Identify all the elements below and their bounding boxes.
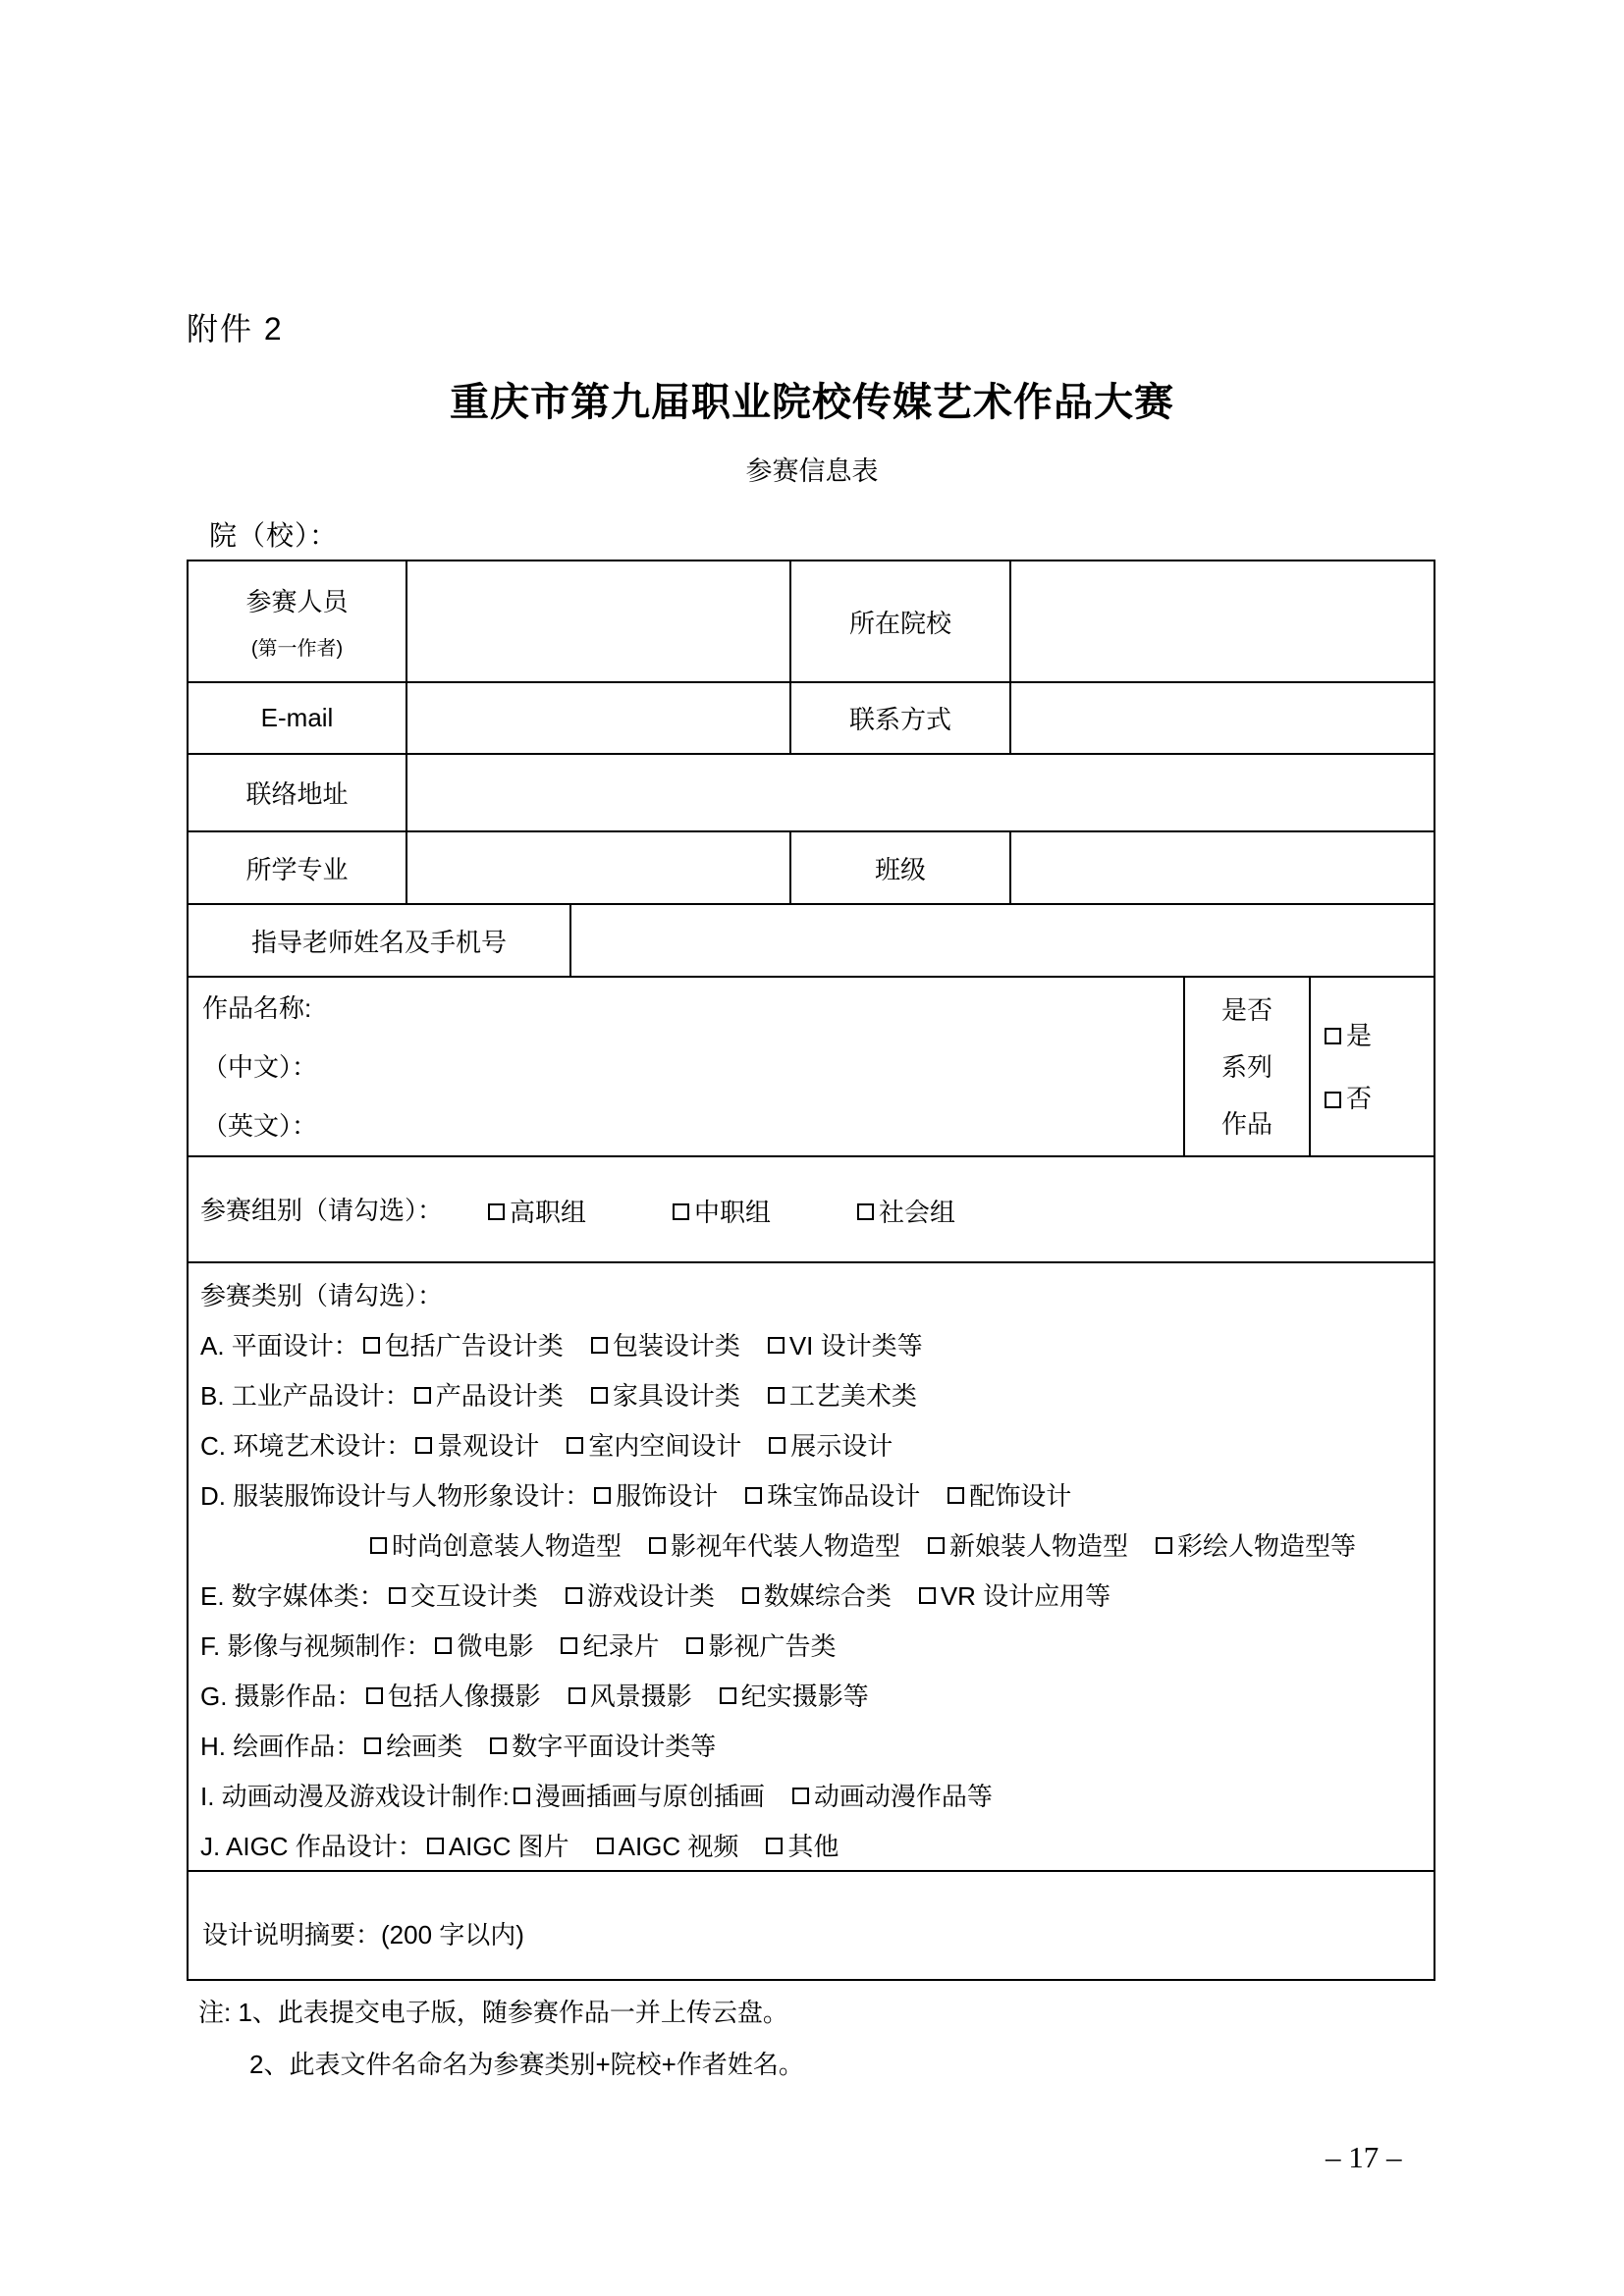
checkbox-icon[interactable] [769, 1437, 785, 1454]
checkbox-option[interactable] [597, 1827, 739, 1863]
checkbox-option-label: AIGC 视频 [618, 1832, 739, 1861]
checkbox-icon[interactable] [488, 1203, 505, 1220]
category-label: 参赛类别（请勾选）： [200, 1281, 444, 1310]
contact-input-cell[interactable] [1010, 682, 1435, 754]
checkbox-option-label: 社会组 [879, 1197, 956, 1227]
checkbox-option-label: 室内空间设计 [588, 1431, 742, 1461]
checkbox-icon[interactable] [742, 1587, 759, 1604]
category-name: H. 绘画作品： [200, 1732, 361, 1761]
checkbox-icon[interactable] [745, 1487, 762, 1504]
work-title-label: 作品名称: [202, 992, 312, 1023]
checkbox-icon[interactable] [414, 1387, 431, 1404]
table-row [188, 1871, 1435, 1980]
series-label-cell [1184, 977, 1310, 1156]
address-input-cell[interactable] [406, 754, 1435, 831]
checkbox-icon[interactable] [766, 1838, 783, 1854]
checkbox-option-label: 包括广告设计类 [384, 1331, 564, 1361]
checkbox-option[interactable] [561, 1627, 659, 1663]
school-label-cell: 所在院校 [790, 561, 1010, 682]
checkbox-option[interactable] [363, 1326, 564, 1362]
participant-label-cell [188, 561, 406, 682]
checkbox-icon[interactable] [427, 1838, 444, 1854]
category-line [200, 1820, 1428, 1870]
checkbox-option[interactable] [745, 1476, 920, 1513]
table-row [188, 977, 1435, 1156]
entry-info-table [187, 560, 1435, 1981]
checkbox-option[interactable] [742, 1576, 892, 1613]
checkbox-option-label: VR 设计应用等 [940, 1581, 1111, 1611]
checkbox-option[interactable] [435, 1627, 533, 1663]
checkbox-icon[interactable] [1325, 1092, 1341, 1108]
checkbox-option-label: 时尚创意装人物造型 [392, 1531, 623, 1561]
checkbox-option-label: 高职组 [510, 1197, 587, 1227]
checkbox-option[interactable] [566, 1576, 715, 1613]
category-name: A. 平面设计： [200, 1331, 359, 1361]
checkbox-option-label: 交互设计类 [409, 1581, 538, 1611]
group-label: 参赛组别（请勾选）： [200, 1195, 444, 1225]
checkbox-icon[interactable] [792, 1788, 809, 1804]
checkbox-icon[interactable] [673, 1203, 689, 1220]
group-options [443, 1196, 955, 1225]
work-title-en-label: （英文）： [202, 1110, 318, 1141]
checkbox-icon[interactable] [363, 1337, 380, 1354]
series-label-line: 是否 [1220, 994, 1272, 1025]
checkbox-option-label: AIGC 图片 [448, 1832, 569, 1861]
checkbox-icon[interactable] [514, 1788, 530, 1804]
page-number: – 17 – [1326, 2140, 1402, 2174]
checkbox-option-label: 影视广告类 [708, 1631, 837, 1661]
checkbox-option-label: 配饰设计 [969, 1481, 1072, 1511]
checkbox-option-label: 包括人像摄影 [387, 1682, 541, 1711]
participant-sublabel: (第一作者) [250, 638, 344, 660]
document-title: 重庆市第九届职业院校传媒艺术作品大赛 [450, 381, 1174, 424]
group-row-cell [188, 1156, 1435, 1262]
checkbox-icon[interactable] [1156, 1537, 1172, 1554]
checkbox-option-label: 微电影 [457, 1631, 534, 1661]
checkbox-icon[interactable] [919, 1587, 936, 1604]
work-title-cn-label: （中文）： [202, 1051, 318, 1082]
email-input-cell[interactable] [406, 682, 790, 754]
checkbox-icon[interactable] [366, 1687, 383, 1704]
contact-label-cell: 联系方式 [790, 682, 1010, 754]
checkbox-option[interactable] [370, 1526, 622, 1563]
table-row [188, 561, 1435, 682]
checkbox-option[interactable] [720, 1677, 869, 1713]
category-line [200, 1770, 1428, 1820]
class-label-cell: 班级 [790, 831, 1010, 904]
series-label-line: 作品 [1220, 1108, 1272, 1139]
series-option-line [1325, 1003, 1434, 1067]
note-line-2 [198, 2045, 804, 2084]
checkbox-option-label: 家具设计类 [612, 1381, 740, 1411]
checkbox-option[interactable] [1156, 1526, 1356, 1563]
checkbox-option[interactable] [928, 1526, 1128, 1563]
category-name: G. 摄影作品： [200, 1682, 362, 1711]
school-input-cell[interactable] [1010, 561, 1435, 682]
checkbox-icon[interactable] [947, 1487, 964, 1504]
email-label-cell: E-mail [188, 682, 406, 754]
category-name: C. 环境艺术设计： [200, 1431, 412, 1461]
checkbox-option[interactable] [768, 1376, 917, 1413]
checkbox-icon[interactable] [561, 1637, 577, 1654]
checkbox-option-label: 其他 [787, 1832, 839, 1861]
checkbox-option-label: 是 [1346, 1020, 1373, 1050]
checkbox-icon[interactable] [928, 1537, 945, 1554]
checkbox-option-label: 漫画插画与原创插画 [534, 1782, 765, 1811]
series-label-line: 系列 [1220, 1051, 1272, 1082]
checkbox-icon[interactable] [435, 1637, 452, 1654]
category-name: I. 动画动漫及游戏设计制作: [200, 1782, 510, 1811]
checkbox-option[interactable] [857, 1193, 955, 1229]
checkbox-icon[interactable] [566, 1587, 582, 1604]
checkbox-option-label: VI 设计类等 [788, 1331, 923, 1361]
checkbox-option[interactable] [594, 1476, 718, 1513]
checkbox-option[interactable] [792, 1777, 993, 1813]
class-input-cell[interactable] [1010, 831, 1435, 904]
table-row [188, 1262, 1435, 1871]
series-options [1311, 1003, 1434, 1130]
checkbox-icon[interactable] [1325, 1028, 1341, 1044]
category-label-line [200, 1269, 1428, 1319]
checkbox-option[interactable] [768, 1326, 923, 1362]
category-line [200, 1419, 1428, 1469]
checkbox-option-label: 新娘装人物造型 [949, 1531, 1129, 1561]
checkbox-option[interactable] [414, 1376, 564, 1413]
checkbox-option-label: 包装设计类 [612, 1331, 740, 1361]
checkbox-option-label: 数媒综合类 [763, 1581, 892, 1611]
checkbox-option-label: 彩绘人物造型等 [1177, 1531, 1357, 1561]
table-row [188, 682, 1435, 754]
checkbox-icon[interactable] [490, 1737, 507, 1754]
category-line [200, 1469, 1428, 1520]
checkbox-option-label: 纪录片 [582, 1631, 660, 1661]
checkbox-option-label: 风景摄影 [589, 1682, 692, 1711]
category-name: E. 数字媒体类： [200, 1581, 385, 1611]
checkbox-option[interactable] [415, 1426, 539, 1463]
checkbox-option[interactable] [769, 1426, 893, 1463]
attachment-label: 附件 2 [187, 311, 284, 347]
checkbox-option-label: 服饰设计 [616, 1481, 719, 1511]
category-line [200, 1319, 1428, 1369]
table-row [188, 831, 1435, 904]
category-name: F. 影像与视频制作： [200, 1631, 432, 1661]
checkbox-option-label: 绘画类 [386, 1732, 463, 1761]
category-line [200, 1369, 1428, 1419]
checkbox-option-label: 景观设计 [437, 1431, 540, 1461]
checkbox-option-label: 纪实摄影等 [740, 1682, 869, 1711]
checkbox-option[interactable] [673, 1193, 771, 1229]
note-line-1 [198, 1993, 804, 2032]
series-option-line [1325, 1067, 1434, 1131]
checkbox-icon[interactable] [591, 1337, 608, 1354]
checkbox-icon[interactable] [649, 1537, 666, 1554]
summary-label: 设计说明摘要：(200 字以内) [202, 1920, 524, 1949]
checkbox-option-label: 数字平面设计类等 [512, 1732, 717, 1761]
summary-cell[interactable] [188, 1871, 1435, 1980]
checkbox-icon[interactable] [567, 1437, 583, 1454]
checkbox-option-label: 产品设计类 [435, 1381, 564, 1411]
checkbox-icon[interactable] [594, 1487, 611, 1504]
checkbox-icon[interactable] [591, 1387, 608, 1404]
category-name: J. AIGC 作品设计： [200, 1832, 423, 1861]
document-subtitle: 参赛信息表 [745, 456, 879, 486]
checkbox-icon[interactable] [364, 1737, 381, 1754]
school-field-label: 院（校）： [209, 520, 339, 551]
checkbox-icon[interactable] [720, 1687, 736, 1704]
major-label-cell: 所学专业 [188, 831, 406, 904]
notes-block [198, 1993, 804, 2084]
note-text-2: 2、此表文件名命名为参赛类别+院校+作者姓名。 [249, 2050, 804, 2079]
checkbox-option[interactable] [568, 1677, 692, 1713]
checkbox-option[interactable] [686, 1627, 836, 1663]
checkbox-option[interactable] [567, 1426, 741, 1463]
checkbox-option[interactable] [1325, 1067, 1372, 1130]
note-prefix: 注: [198, 1998, 232, 2027]
checkbox-option[interactable] [649, 1526, 900, 1563]
checkbox-option-label: 珠宝饰品设计 [767, 1481, 921, 1511]
series-options-cell [1310, 977, 1435, 1156]
category-name: D. 服装服饰设计与人物形象设计： [200, 1481, 591, 1511]
checkbox-icon[interactable] [370, 1537, 387, 1554]
checkbox-icon[interactable] [568, 1687, 585, 1704]
checkbox-option-label: 中职组 [694, 1197, 772, 1227]
checkbox-option[interactable] [364, 1727, 462, 1763]
participant-input-cell[interactable] [406, 561, 790, 682]
checkbox-option[interactable] [366, 1677, 541, 1713]
checkbox-option[interactable] [514, 1777, 765, 1813]
work-title-cell[interactable] [188, 977, 1184, 1156]
checkbox-option[interactable] [389, 1576, 538, 1613]
category-line [200, 1520, 1428, 1570]
table-row [188, 904, 1435, 977]
checkbox-option-label: 影视年代装人物造型 [671, 1531, 901, 1561]
checkbox-icon[interactable] [389, 1587, 406, 1604]
checkbox-option-label: 否 [1346, 1084, 1373, 1113]
checkbox-option[interactable] [947, 1476, 1071, 1513]
checkbox-icon[interactable] [597, 1838, 614, 1854]
checkbox-icon[interactable] [415, 1437, 432, 1454]
category-line [200, 1720, 1428, 1770]
address-label-cell: 联络地址 [188, 754, 406, 831]
category-line [200, 1620, 1428, 1670]
category-row-cell [188, 1262, 1435, 1871]
participant-label: 参赛人员 [245, 587, 349, 616]
checkbox-option[interactable] [427, 1827, 569, 1863]
table-row [188, 1156, 1435, 1262]
checkbox-option[interactable] [488, 1193, 586, 1229]
checkbox-icon[interactable] [686, 1637, 703, 1654]
checkbox-option[interactable] [591, 1376, 740, 1413]
category-name: B. 工业产品设计： [200, 1381, 410, 1411]
checkbox-option-label: 动画动漫作品等 [813, 1782, 993, 1811]
checkbox-icon[interactable] [768, 1387, 785, 1404]
checkbox-option-label: 游戏设计类 [586, 1581, 715, 1611]
checkbox-option[interactable] [1325, 1004, 1372, 1067]
checkbox-option-label: 工艺美术类 [788, 1381, 917, 1411]
table-row [188, 754, 1435, 831]
checkbox-option[interactable] [591, 1326, 740, 1362]
note-text-1: 1、此表提交电子版，随参赛作品一并上传云盘。 [238, 1998, 788, 2027]
checkbox-icon[interactable] [857, 1203, 874, 1220]
checkbox-option[interactable] [919, 1576, 1110, 1613]
category-line [200, 1570, 1428, 1620]
teacher-input-cell[interactable] [570, 904, 1435, 977]
major-input-cell[interactable] [406, 831, 790, 904]
checkbox-icon[interactable] [768, 1337, 785, 1354]
teacher-label-cell: 指导老师姓名及手机号 [188, 904, 570, 977]
checkbox-option-label: 展示设计 [790, 1431, 893, 1461]
category-lines [200, 1319, 1428, 1870]
category-line [200, 1670, 1428, 1720]
checkbox-option[interactable] [490, 1727, 716, 1763]
checkbox-option[interactable] [766, 1827, 839, 1863]
